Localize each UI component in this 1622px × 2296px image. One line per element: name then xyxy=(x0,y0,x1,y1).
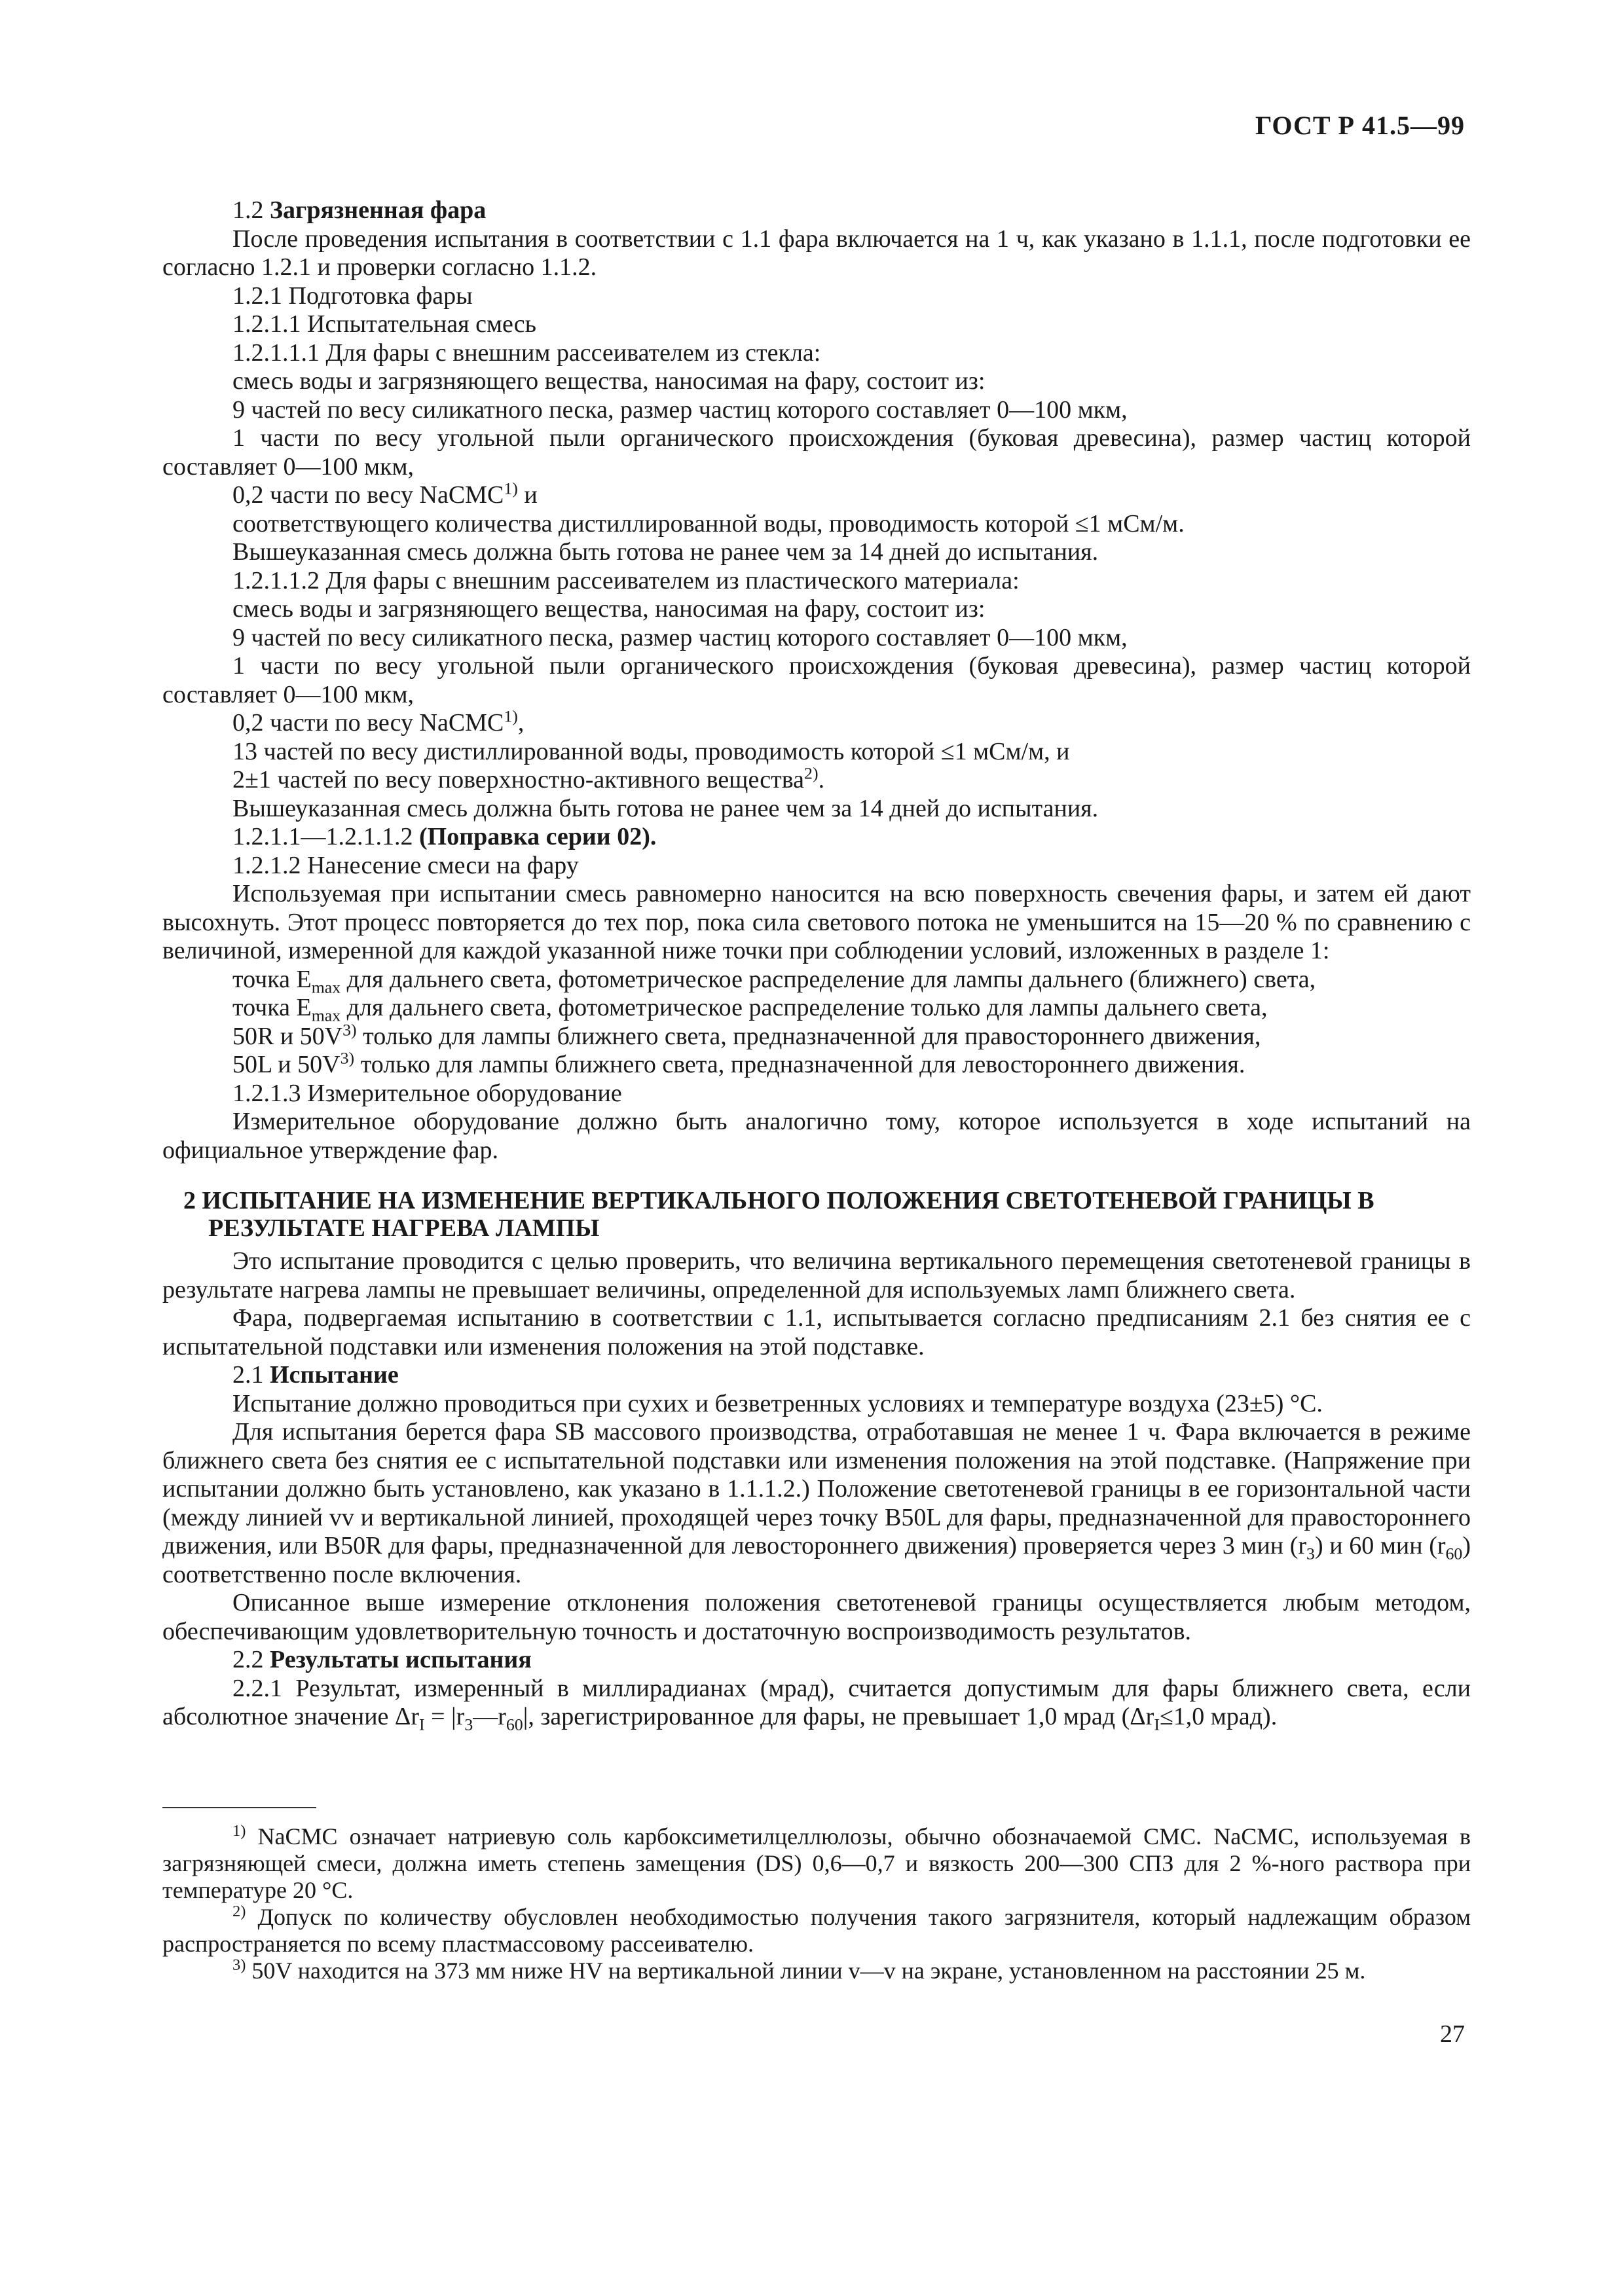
footnote-mark: 1) xyxy=(232,1822,246,1840)
footnotes xyxy=(162,1823,1471,1984)
clause-heading: 1.2.1 Подготовка фары xyxy=(232,282,473,310)
footnote: $^{2)}$ Допуск по количеству обусловлен необходимостью получения такого загрязнителя, который надлежащим образом распространяется по всему пластмассовому рассеивателю. xyxy=(162,1903,1471,1957)
standard-code-header: ГОСТ Р 41.5—99 xyxy=(1255,111,1465,140)
document-body xyxy=(162,196,1471,1732)
list-item: соответствующего количества дистиллированной воды, проводимость которой ≤1 мСм/м. xyxy=(232,509,1185,538)
clause-2-1-heading: 2.1 Испытание xyxy=(232,1361,399,1389)
clause-heading: 1.2.1.1.2 Для фары с внешним рассеивателем из пластического материала: xyxy=(232,566,1020,594)
page-number: 27 xyxy=(1440,2020,1465,2048)
footnote-ref: 2) xyxy=(804,763,819,783)
list-item: 50R и $50V^{3)}$ только для лампы ближнего света, предназначенной для правостороннего движения, xyxy=(232,1019,1261,1050)
list-item: точка $E_{max}$ для дальнего света, фотометрическое распределение только для лампы дальнего света, xyxy=(232,994,1268,1025)
clause-heading: 1.2.1.1 Испытательная смесь xyxy=(232,310,536,338)
paragraph: смесь воды и загрязняющего вещества, наносимая на фару, состоит из: xyxy=(232,595,986,623)
footnote: $^{1)}$ NaCMC означает натриевую соль карбоксиметилцеллюлозы, обычно обозначаемой CMC. NaCMC, используемая в загрязняющей смеси, должна иметь степень замещения (DS) 0,6—0,7 и вязкость 200—300 СПЗ для 2 %-ного раствора при температуре 20 °С. xyxy=(162,1822,1471,1903)
footnote-ref: 3) xyxy=(340,1048,355,1068)
paragraph: Используемая при испытании смесь равномерно наносится на всю поверхность свечения фары, и затем ей дают высохнуть. Этот процесс повторяется до тех пор, пока сила светового потока не уменьшится на 15—20 % по сравнению с величиной, измеренной для каждой указанной ниже точки при соблюдении условий, изложенных в разделе 1: xyxy=(162,880,1471,964)
footnote: $^{3)}$ 50V находится на 373 мм ниже HV на вертикальной линии v—v на экране, установленном на расстоянии 25 м. xyxy=(232,1956,1366,1984)
paragraph: Это испытание проводится с целью проверить, что величина вертикального перемещения светотеневой границы в результате нагрева лампы не превышает величины, определенной для используемых ламп ближнего света. xyxy=(162,1247,1471,1303)
clause-1-2-heading: 1.2 Загрязненная фара xyxy=(232,196,487,224)
footnote-ref: 1) xyxy=(504,706,518,726)
list-item: 9 частей по весу силикатного песка, размер частиц которого составляет 0—100 мкм, xyxy=(232,623,1128,651)
paragraph: Описанное выше измерение отклонения положения светотеневой границы осуществляется любым методом, обеспечивающим удовлетворительную точность и достаточную воспроизводимость результатов. xyxy=(162,1589,1471,1645)
paragraph: 2.2.1 Результат, измеренный в миллирадианах (мрад), считается допустимым для фары ближнего света, если абсолютное значение $\Delta r_I$ = $|r_3—r_{60}|$, зарегистрированное для фары, не превышает 1,0 мрад ($\Delta r_I\le 1,0$ мрад). xyxy=(162,1674,1471,1734)
list-item: точка $E_{max}$ для дальнего света, фотометрическое распределение для лампы дальнего (ближнего) света, xyxy=(232,965,1316,997)
list-item: 9 частей по весу силикатного песка, размер частиц которого составляет 0—100 мкм, xyxy=(232,395,1128,424)
paragraph: Вышеуказанная смесь должна быть готова не ранее чем за 14 дней до испытания. xyxy=(232,538,1099,566)
paragraph: смесь воды и загрязняющего вещества, наносимая на фару, состоит из: xyxy=(232,367,986,395)
list-item: 1 части по весу угольной пыли органического происхождения (буковая древесина), размер частиц которой составляет 0—100 мкм, xyxy=(162,652,1471,708)
footnote-mark: 2) xyxy=(232,1903,246,1920)
paragraph: Фара, подвергаемая испытанию в соответствии с 1.1, испытывается согласно предписаниям 2.1 без снятия ее с испытательной подставки или изменения положения на этой подставке. xyxy=(162,1304,1471,1360)
list-item: 0,2 части по весу NaCMC$^{1)}$ и xyxy=(232,479,538,509)
paragraph: Вышеуказанная смесь должна быть готова не ранее чем за 14 дней до испытания. xyxy=(232,794,1099,822)
clause-2-2-heading: 2.2 Результаты испытания xyxy=(232,1646,532,1673)
list-item: 0,2 части по весу NaCMC$^{1)}$, xyxy=(232,706,525,737)
footnote-ref: 1) xyxy=(504,479,518,498)
footnote-separator xyxy=(162,1807,316,1808)
list-item: 13 частей по весу дистиллированной воды, проводимость которой ≤1 мСм/м, и xyxy=(232,737,1070,765)
list-item: 1 части по весу угольной пыли органического происхождения (буковая древесина), размер частиц которой составляет 0—100 мкм, xyxy=(162,424,1471,481)
paragraph: После проведения испытания в соответствии с 1.1 фара включается на 1 ч, как указано в 1.1.1, после подготовки ее согласно 1.2.1 и проверки согласно 1.1.2. xyxy=(162,225,1471,281)
footnote-ref: 3) xyxy=(342,1019,357,1039)
clause-heading: 1.2.1.1.1 Для фары с внешним рассеивателем из стекла: xyxy=(232,338,821,367)
clause-heading: 1.2.1.2 Нанесение смеси на фару xyxy=(232,851,579,879)
footnote-mark: 3) xyxy=(232,1956,246,1974)
paragraph: Для испытания берется фара SB массового производства, отработавшая не менее 1 ч. Фара включается в режиме ближнего света без снятия ее с испытательной подставки или изменения положения на этой подставке. (Напряжение при испытании должно быть установлено, как указано в 1.1.1.2.) Положение светотеневой границы в ее горизонтальной части (между линией vv и вертикальной линией, проходящей через точку B50L для фары, предназначенной для правостороннего движения, или B50R для фары, предназначенной для левостороннего движения) проверяется через 3 мин $(r_3)$ и 60 мин $(r_{60})$ соответственно после включения. xyxy=(162,1418,1471,1588)
amendment-note: 1.2.1.1—1.2.1.1.2 (Поправка серии 02). xyxy=(232,823,657,850)
list-item: 50L и $50V^{3)}$ только для лампы ближнего света, предназначенной для левостороннего движения. xyxy=(232,1048,1245,1078)
list-item: 2±1 частей по весу поверхностно-активного вещества$^{2)}$. xyxy=(232,763,825,793)
section-2-heading: 2 ИСПЫТАНИЕ НА ИЗМЕНЕНИЕ ВЕРТИКАЛЬНОГО ПОЛОЖЕНИЯ СВЕТОТЕНЕВОЙ ГРАНИЦЫ В РЕЗУЛЬТАТЕ НАГРЕВА ЛАМПЫ xyxy=(183,1187,1374,1242)
clause-heading: 1.2.1.3 Измерительное оборудование xyxy=(232,1079,622,1107)
paragraph: Испытание должно проводиться при сухих и безветренных условиях и температуре воздуха (23±5) °С. xyxy=(232,1389,1323,1417)
paragraph: Измерительное оборудование должно быть аналогично тому, которое используется в ходе испытаний на официальное утверждение фар. xyxy=(162,1108,1471,1164)
